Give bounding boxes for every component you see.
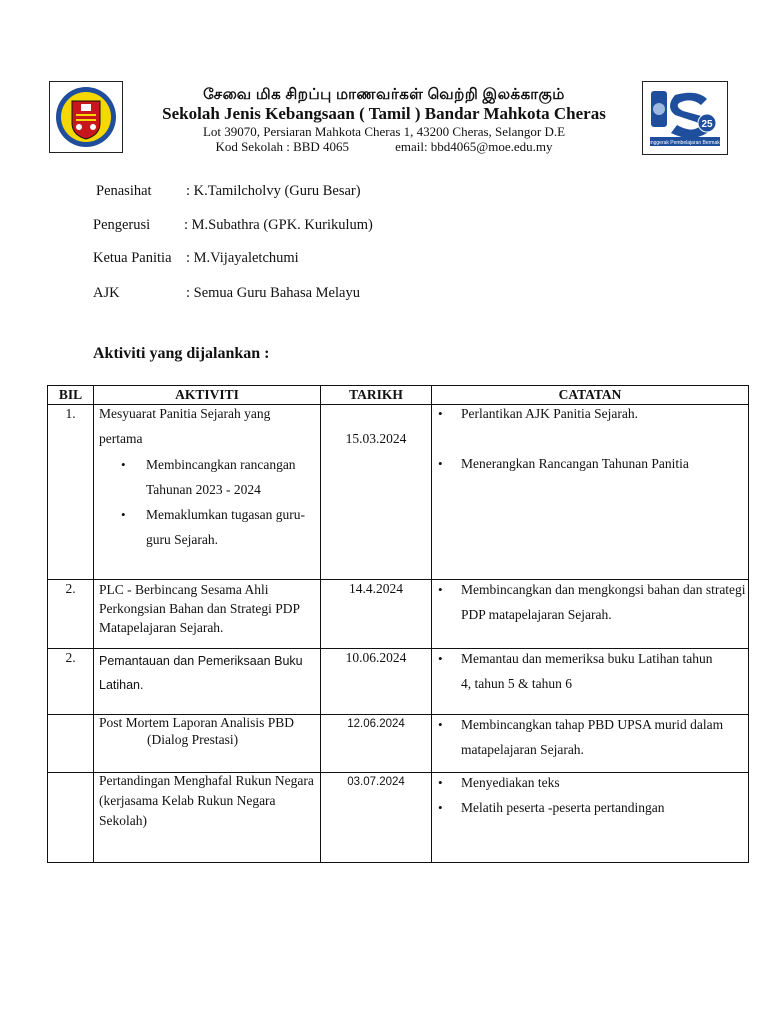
cell-tarikh: 14.4.2024 [321,580,432,649]
activities-table [47,385,749,863]
school-crest-logo [49,81,123,153]
school-email: email: bbd4065@moe.edu.my [395,139,553,154]
catatan-bullet: • Melatih peserta -peserta pertandingan [432,795,748,820]
table-row [48,580,749,649]
committee-label: Ketua Panitia [93,250,172,266]
cell-tarikh: 10.06.2024 [321,649,432,715]
table-header-row [48,386,749,405]
cell-bil: 2. [48,580,94,649]
aktiviti-line: pertama [99,431,143,446]
logo-number: 25 [701,119,713,130]
header-aktiviti: AKTIVITI [94,386,321,405]
table-row [48,405,749,580]
logo-caption: Penggerak Pembelajaran Bermakna [645,140,725,146]
header-tarikh: TARIKH [321,386,432,405]
catatan-bullet: • Perlantikan AJK Panitia Sejarah. [432,405,748,423]
aktiviti-bullet: • Membincangkan rancangan Tahunan 2023 - 2024 [94,452,312,502]
cell-catatan [432,715,749,773]
cell-aktiviti [94,649,321,715]
header-bil: BIL [48,386,94,405]
cell-catatan [432,580,749,649]
section-title: Aktiviti yang dijalankan : [93,345,270,362]
aktiviti-text: Pemantauan dan Pemeriksaan Buku Latihan. [99,654,303,692]
cell-tarikh: 03.07.2024 [321,773,432,863]
aktiviti-line: (Dialog Prestasi) [147,732,239,747]
committee-label: Pengerusi [93,217,151,233]
committee-row-penasihat [96,183,361,200]
aktiviti-line: Mesyuarat Panitia Sejarah yang [99,406,271,421]
committee-value: : M.Subathra (GPK. Kurikulum) [184,217,373,233]
committee-value: : M.Vijayaletchumi [186,250,299,266]
table-row [48,715,749,773]
committee-label: AJK [93,285,120,301]
catatan-bullet: • Menerangkan Rancangan Tahunan Panitia [432,455,748,473]
committee-row-pengerusi [93,217,373,234]
committee-row-ajk [93,285,360,302]
cell-bil [48,773,94,863]
catatan-bullet: • Memantau dan memeriksa buku Latihan tahun 4, tahun 5 & tahun 6 [432,646,718,696]
cell-aktiviti [94,405,321,580]
school-code-line [130,139,638,155]
cell-catatan [432,649,749,715]
school-name: Sekolah Jenis Kebangsaan ( Tamil ) Bandar Mahkota Cheras [162,104,606,123]
aktiviti-line: Post Mortem Laporan Analisis PBD [99,715,294,730]
catatan-bullet: • Membincangkan dan mengkongsi bahan dan strategi PDP matapelajaran Sejarah. [432,577,748,627]
header-catatan: CATATAN [432,386,749,405]
aktiviti-text: PLC - Berbincang Sesama Ahli Perkongsian Bahan dan Strategi PDP Matapelajaran Sejarah. [99,582,300,635]
cell-catatan [432,405,749,580]
transformasi-logo [642,81,728,155]
cell-aktiviti [94,773,321,863]
school-address: Lot 39070, Persiaran Mahkota Cheras 1, 43200 Cheras, Selangor D.E [202,124,566,139]
school-code: Kod Sekolah : BBD 4065 [215,139,350,154]
aktiviti-bullet: • Memaklumkan tugasan guru-guru Sejarah. [94,502,312,552]
catatan-bullet: • Membincangkan tahap PBD UPSA murid dalam matapelajaran Sejarah. [432,712,748,762]
committee-value: : Semua Guru Bahasa Melayu [186,285,360,301]
committee-value: : K.Tamilcholvy (Guru Besar) [186,183,361,199]
cell-aktiviti [94,715,321,773]
cell-aktiviti [94,580,321,649]
catatan-bullet: • Menyediakan teks [432,770,748,795]
cell-catatan [432,773,749,863]
cell-tarikh: 12.06.2024 [321,715,432,773]
cell-tarikh: 15.03.2024 [321,405,432,580]
cell-bil: 1. [48,405,94,580]
table-row [48,773,749,863]
committee-row-ketua-panitia [93,250,299,267]
table-row [48,649,749,715]
committee-label: Penasihat [96,183,152,199]
aktiviti-text: Pertandingan Menghafal Rukun Negara (kerjasama Kelab Rukun Negara Sekolah) [99,773,314,828]
cell-bil: 2. [48,649,94,715]
school-motto-tamil: சேவை மிக சிறப்பு மாணவர்கள் வெற்றி இலக்காகும் [203,87,565,103]
cell-bil [48,715,94,773]
